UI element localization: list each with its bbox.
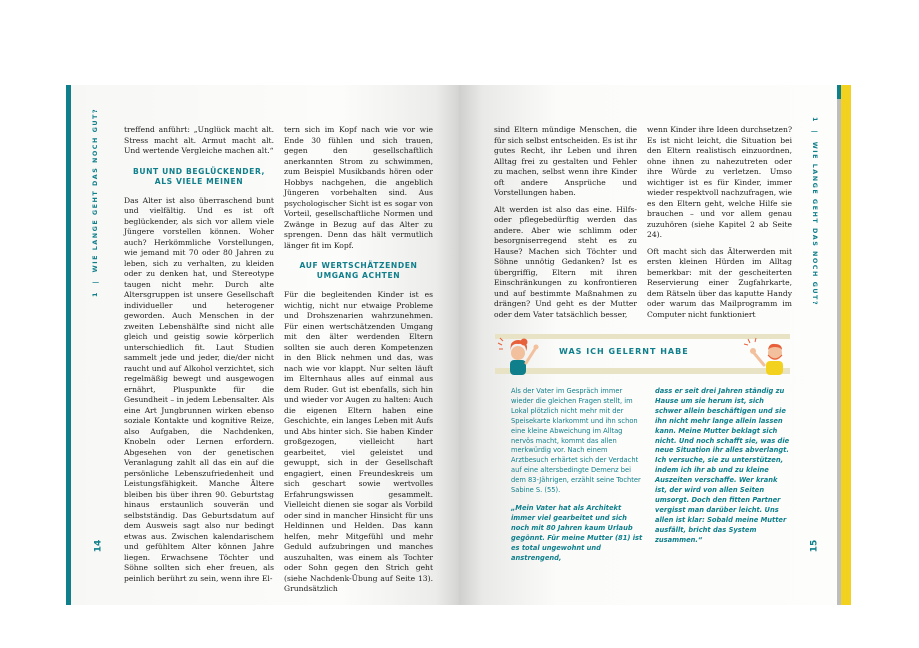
left-column-1 — [124, 125, 274, 584]
chapter-number-left: 1 — [91, 291, 99, 297]
left-page-edge — [66, 85, 71, 605]
paragraph: wenn Kinder ihre Ideen durchsetzen? Es ist nicht leicht, die Situation bei den Eltern realistisch einzuordnen, ohne ihnen zu nahezutreten oder ihre Würde zu verletzen. Umso wichtiger ist es für Kinder, immer wieder respektvoll nachzufragen, wie es den Eltern geht, welche Hilfe sie brauchen – und vor allem genau zuzuhören (siehe Kapitel 2 ab Seite 24). — [647, 125, 793, 239]
paragraph: Alt werden ist also das eine. Hilfs- oder pflegebedürftig werden das andere. Aber wie schlimm oder besorgniserregend steht es zu Hause? Machen sich Töchter und Söhne unnötig Gedanken? Ist es übergriffig, Eltern mit ihren Einschränkungen zu konfrontieren und auf bestimmte Maßnahmen zu drängen? Und geht es der Mutter oder dem Vater tatsächlich besser, — [494, 204, 637, 319]
right-page-yellow-edge — [841, 85, 851, 605]
box-quote: „Mein Vater hat als Architekt immer viel gearbeitet und sich noch mit 80 Jahren kaum Urlaub gegönnt. Für meine Mutter (81) ist es total ungewohnt und anstrengend, — [511, 503, 643, 562]
box-title: WAS ICH GELERNT HABE — [559, 347, 689, 356]
page-number-right: 15 — [809, 539, 820, 553]
paragraph: sind Eltern mündige Menschen, die für sich selbst entscheiden. Es ist ihr gutes Recht, ihr Leben und ihren Alltag frei zu gestalten und Fehler zu machen, selbst wenn ihre Kinder oft andere Ansprüche und Vorstellungen haben. — [494, 125, 637, 197]
right-page — [459, 85, 851, 605]
paragraph: Für die begleitenden Kinder ist es wichtig, nicht nur etwaige Probleme und Drohszenarien wahrzunehmen. Für einen wertschätzenden Umgang mit den älter werdenden Eltern sollten sie auch deren Kompetenzen in den Blick nehmen und das, was nach wie vor klappt. Nur selten läuft im Elternhaus alles auf einmal aus dem Ruder. Gut ist ebenfalls, sich hin und wieder vor Augen zu halten: Auch die eigenen Eltern haben eine Geschichte, ein langes Leben mit Aufs und Abs hinter sich. Sie haben Kinder großgezogen, vielleicht hart gearbeitet, viel geleistet und gewuppt, sich in der Gesellschaft engagiert, einen Freundeskreis um sich geschart sowie wertvolles Erfahrungswissen gesammelt. Vielleicht dienen sie sogar als Vorbild oder sind in mancher Hinsicht für uns Heldinnen und Helden. Das kann helfen, mehr Mitgefühl und mehr Geduld aufzubringen und manches auszuhalten, was einem als Tochter oder Sohn gegen den Strich geht (siehe Nachdenk-Übung auf Seite 13). Grundsätzlich — [284, 290, 433, 593]
box-paragraph: Als der Vater im Gespräch immer wieder die gleichen Fragen stellt, im Lokal plötzlich nicht mehr mit der Speisekarte klarkommt und ihn schon eine kleine Abweichung im Alltag nervös macht, kommt das allen merkwürdig vor. Nach einem Arztbesuch erhärtet sich der Verdacht auf eine altersbedingte Demenz bei dem 83-Jährigen, erzählt seine Tochter Sabine S. (55). — [511, 387, 641, 495]
right-column-2 — [647, 125, 792, 320]
right-column-1 — [494, 125, 637, 320]
paragraph: tern sich im Kopf nach wie vor wie Ende 30 fühlen und sich trauen, gegen den gesellschaftlich anerkannten Strom zu schwimmen, zum Beispiel Musikbands hören oder Hobbys nachgehen, die angeblich Jüngeren vorbehalten sind. Aus psychologischer Sicht ist es sogar von Vorteil, gesellschaftliche Normen und Zwänge in Bezug auf das Alter zu sprengen. Denn das hält vermutlich länger fit im Kopf. — [284, 125, 433, 250]
woman-illustration-icon — [493, 335, 543, 375]
running-head-right-text: WIE LANGE GEHT DAS NOCH GUT? — [811, 141, 819, 307]
left-page — [66, 85, 459, 605]
section-heading: BUNT UND BEGLÜCKENDER, ALS VIELE MEINEN — [132, 166, 266, 186]
paragraph: Das Alter ist also überraschend bunt und vielfältig. Und es ist oft beglückender, als sich vor allem viele Jüngere vorstellen können. Woher auch? Herkömmliche Vorstellungen, wie jemand mit 70 oder 80 Jahren zu leben, sich zu verhalten, zu kleiden oder zu denken hat, und Stereotype taugen nicht mehr. Durch alte Altersgruppen ist unsere Gesellschaft individueller und heterogener geworden. Auch Menschen in der zweiten Lebenshälfte sind nicht alle gleich und geistig sowie körperlich unterschiedlich fit. Laut Studien sammelt jede und jeder, die/der nicht raucht und auf Alkohol verzichtet, sich regelmäßig bewegt und ausgewogen ernährt, Pluspunkte für die Gesundheit – in jedem Lebensalter. Als eine Art Jungbrunnen wirken ebenso soziale Kontakte und kognitive Reize, also Aufgaben, die Nachdenken, Knobeln oder Lernen erfordern. Abgesehen von der genetischen Veranlagung zahlt all das ein auf die persönliche Lebenszufriedenheit und Leistungsfähigkeit. Manche Ältere bleiben bis über ihren 90. Geburtstag hinaus erstaunlich souverän und selbstständig. Das Geburtsdatum auf dem Ausweis sagt also nur bedingt etwas aus. Zwischen kalendarischem und gefühltem Alter können Jahre liegen. Erwachsene Töchter und Söhne sollten sich eher freuen, als peinlich berührt zu sein, wenn ihre El- — [124, 195, 274, 583]
man-illustration-icon — [740, 335, 790, 375]
paragraph: Oft macht sich das Älterwerden mit ersten kleinen Hürden im Alltag bemerkbar: mit der gescheiterten Reservierung einer Zugfahrkarte, dem Rätseln über das kaputte Handy oder warum das Mailprogramm im Computer nicht funktioniert — [647, 246, 792, 319]
running-head-left-text: WIE LANGE GEHT DAS NOCH GUT? — [91, 107, 99, 273]
box-quote: dass er seit drei Jahren ständig zu Hause um sie herum ist, sich schwer allein beschäftigen und sie ihn nicht mehr lange allein lassen kann. Meine Mutter beklagt sich nicht. Und noch schafft sie, was die neue Situation ihr alles abverlangt. Ich versuche, sie zu unterstützen, indem ich ihr ab und zu kleine Auszeiten verschaffe. Wer krank ist, der wird von allen Seiten umsorgt. Doch den fitten Partner vergisst man darüber leicht. Uns allen ist klar: Sobald meine Mutter ausfällt, bricht das System zusammen.“ — [655, 387, 790, 544]
left-column-2 — [284, 125, 433, 595]
running-head-right: 1 | WIE LANGE GEHT DAS NOCH GUT? — [811, 117, 819, 307]
section-heading: AUF WERTSCHÄTZENDEN UMGANG ACHTEN — [299, 261, 418, 280]
right-page-teal-tab — [837, 85, 841, 99]
running-head-left: 1 | WIE LANGE GEHT DAS NOCH GUT? — [91, 107, 99, 297]
page-number-left: 14 — [93, 539, 104, 553]
right-page-grey-edge — [837, 99, 841, 605]
box-left-column — [511, 387, 646, 571]
box-right-column — [655, 387, 790, 554]
paragraph: treffend anführt: „Unglück macht alt. Stress macht alt. Armut macht alt. Und wertende Vergleiche machen alt.“ — [124, 125, 274, 155]
open-book — [66, 85, 851, 605]
chapter-number-right: 1 — [811, 117, 819, 123]
